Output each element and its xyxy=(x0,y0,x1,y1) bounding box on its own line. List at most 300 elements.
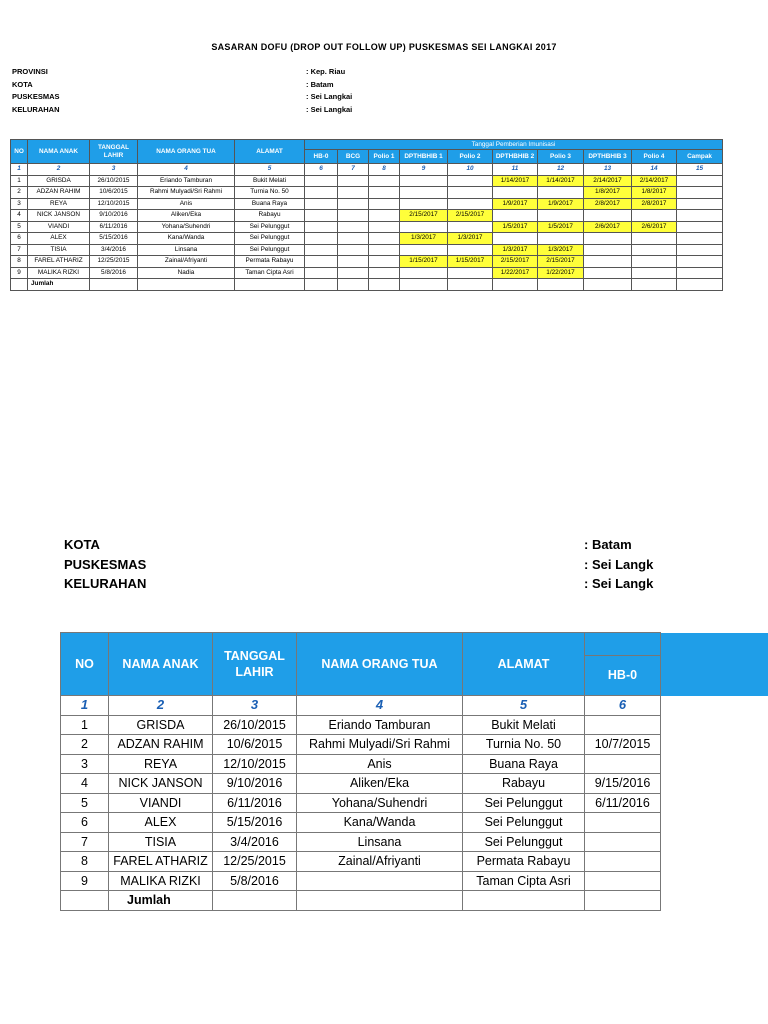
cell-imunisasi xyxy=(305,267,338,279)
cell-nama-anak: ADZAN RAHIM xyxy=(109,735,213,755)
cell-nama-orang-tua: Zainal/Afriyanti xyxy=(138,256,235,268)
cell-fill xyxy=(661,696,768,716)
cell-no: 2 xyxy=(61,735,109,755)
cell-alamat: Bukit Melati xyxy=(463,715,585,735)
zoom-header-blank xyxy=(585,633,661,656)
table-row xyxy=(11,233,723,245)
info-value: : Sei Langkai xyxy=(306,104,353,114)
column-number: 3 xyxy=(213,696,297,716)
cell-alamat: Taman Cipta Asri xyxy=(235,267,305,279)
cell-imunisasi: 1/3/2017 xyxy=(538,244,584,256)
cell-imunisasi xyxy=(369,233,400,245)
cell-nama-anak: REYA xyxy=(109,754,213,774)
cell-tanggal-lahir: 26/10/2015 xyxy=(90,175,138,187)
cell-alamat: Rabayu xyxy=(235,210,305,222)
cell-alamat: Sei Pelunggut xyxy=(463,813,585,833)
cell-imunisasi xyxy=(448,244,493,256)
cell-nama-orang-tua: Aliken/Eka xyxy=(297,774,463,794)
cell-imunisasi xyxy=(305,256,338,268)
cell-tanggal-lahir: 12/25/2015 xyxy=(90,256,138,268)
cell-imunisasi xyxy=(338,233,369,245)
cell-alamat: Sei Pelunggut xyxy=(235,233,305,245)
cell-empty xyxy=(235,279,305,291)
info-value: : Kep. Riau xyxy=(306,67,346,76)
cell-nama-orang-tua: Yohana/Suhendri xyxy=(138,221,235,233)
cell-imunisasi xyxy=(369,187,400,199)
cell-imunisasi xyxy=(338,187,369,199)
cell-imunisasi xyxy=(448,175,493,187)
header-nama-orang-tua: NAMA ORANG TUA xyxy=(138,140,235,164)
cell-no: 1 xyxy=(11,175,28,187)
cell-tanggal-lahir: 5/8/2016 xyxy=(90,267,138,279)
cell-imunisasi: 1/22/2017 xyxy=(493,267,538,279)
cell-nama-anak: ALEX xyxy=(28,233,90,245)
cell-imunisasi xyxy=(400,267,448,279)
cell-tanggal-lahir: 5/8/2016 xyxy=(213,871,297,891)
cell-imunisasi xyxy=(369,198,400,210)
zoom-info-label: KELURAHAN xyxy=(64,576,147,591)
zoom-header-nama-anak: NAMA ANAK xyxy=(109,633,213,696)
header-alamat: ALAMAT xyxy=(235,140,305,164)
immunization-table xyxy=(10,139,723,291)
cell-hb0 xyxy=(585,852,661,872)
header-vaccine: Polio 4 xyxy=(632,150,677,164)
zoom-header-fill xyxy=(661,633,768,696)
cell-empty xyxy=(585,891,661,911)
zoom-header-tanggal-lahir: TANGGAL LAHIR xyxy=(213,633,297,696)
cell-tanggal-lahir: 12/10/2015 xyxy=(90,198,138,210)
header-vaccine: Polio 3 xyxy=(538,150,584,164)
cell-imunisasi: 2/8/2017 xyxy=(584,198,632,210)
cell-hb0 xyxy=(585,715,661,735)
cell-imunisasi: 2/6/2017 xyxy=(632,221,677,233)
cell-tanggal-lahir: 5/15/2016 xyxy=(213,813,297,833)
cell-nama-orang-tua: Anis xyxy=(297,754,463,774)
cell-fill xyxy=(661,774,768,794)
info-label: KELURAHAN xyxy=(12,104,60,114)
column-number: 15 xyxy=(677,164,723,176)
zoom-info-label: KOTA xyxy=(64,537,100,552)
table-row xyxy=(11,187,723,199)
cell-empty xyxy=(213,891,297,911)
cell-imunisasi xyxy=(677,187,723,199)
cell-tanggal-lahir: 9/10/2016 xyxy=(213,774,297,794)
cell-empty xyxy=(677,279,723,291)
cell-empty xyxy=(305,279,338,291)
cell-nama-anak: VIANDI xyxy=(109,793,213,813)
cell-imunisasi: 2/15/2017 xyxy=(538,256,584,268)
header-vaccine: Polio 1 xyxy=(369,150,400,164)
cell-imunisasi xyxy=(677,267,723,279)
zoom-header-no: NO xyxy=(61,633,109,696)
info-value: : Sei Langkai xyxy=(306,92,353,101)
cell-imunisasi xyxy=(448,198,493,210)
cell-imunisasi: 1/3/2017 xyxy=(493,244,538,256)
cell-imunisasi xyxy=(584,233,632,245)
header-vaccine: DPTHBHIB 1 xyxy=(400,150,448,164)
cell-empty xyxy=(493,279,538,291)
cell-nama-anak: ADZAN RAHIM xyxy=(28,187,90,199)
cell-imunisasi xyxy=(677,256,723,268)
cell-no: 8 xyxy=(11,256,28,268)
zoom-header-alamat: ALAMAT xyxy=(463,633,585,696)
column-number-row xyxy=(11,164,723,176)
cell-tanggal-lahir: 6/11/2016 xyxy=(213,793,297,813)
column-number: 4 xyxy=(297,696,463,716)
header-nama-anak: NAMA ANAK xyxy=(28,140,90,164)
cell-nama-anak: TISIA xyxy=(28,244,90,256)
cell-fill xyxy=(661,891,768,911)
zoom-info-value: : Sei Langk xyxy=(584,576,654,591)
cell-no: 5 xyxy=(11,221,28,233)
column-number: 7 xyxy=(338,164,369,176)
zoom-table-row xyxy=(61,754,768,774)
cell-imunisasi xyxy=(632,267,677,279)
cell-empty xyxy=(90,279,138,291)
cell-imunisasi xyxy=(369,256,400,268)
cell-empty xyxy=(632,279,677,291)
cell-nama-orang-tua xyxy=(297,871,463,891)
cell-imunisasi xyxy=(338,221,369,233)
cell-alamat: Turnia No. 50 xyxy=(235,187,305,199)
cell-fill xyxy=(661,871,768,891)
table-row xyxy=(11,221,723,233)
cell-imunisasi xyxy=(584,267,632,279)
cell-tanggal-lahir: 10/6/2015 xyxy=(90,187,138,199)
cell-nama-anak: NICK JANSON xyxy=(28,210,90,222)
cell-empty xyxy=(448,279,493,291)
cell-no: 4 xyxy=(61,774,109,794)
cell-nama-anak: FAREL ATHARIZ xyxy=(109,852,213,872)
cell-imunisasi xyxy=(338,267,369,279)
cell-nama-orang-tua: Rahmi Mulyadi/Sri Rahmi xyxy=(297,735,463,755)
column-number: 1 xyxy=(61,696,109,716)
cell-empty xyxy=(297,891,463,911)
cell-empty xyxy=(584,279,632,291)
cell-nama-anak: REYA xyxy=(28,198,90,210)
cell-no: 6 xyxy=(61,813,109,833)
cell-imunisasi xyxy=(584,256,632,268)
cell-tanggal-lahir: 3/4/2016 xyxy=(90,244,138,256)
column-number: 11 xyxy=(493,164,538,176)
cell-fill xyxy=(661,754,768,774)
info-block xyxy=(12,67,372,117)
column-number: 4 xyxy=(138,164,235,176)
zoomed-table-view xyxy=(60,632,768,912)
zoom-table-row xyxy=(61,715,768,735)
column-number: 12 xyxy=(538,164,584,176)
cell-nama-anak: GRISDA xyxy=(28,175,90,187)
cell-imunisasi: 1/9/2017 xyxy=(538,198,584,210)
cell-empty xyxy=(463,891,585,911)
cell-imunisasi xyxy=(369,244,400,256)
cell-imunisasi xyxy=(493,210,538,222)
cell-nama-orang-tua: Kana/Wanda xyxy=(297,813,463,833)
zoom-info-label: PUSKESMAS xyxy=(64,556,147,572)
cell-empty xyxy=(61,891,109,911)
cell-alamat: Permata Rabayu xyxy=(235,256,305,268)
cell-imunisasi: 2/15/2017 xyxy=(448,210,493,222)
cell-imunisasi: 2/14/2017 xyxy=(632,175,677,187)
cell-nama-orang-tua: Yohana/Suhendri xyxy=(297,793,463,813)
cell-nama-orang-tua: Aliken/Eka xyxy=(138,210,235,222)
cell-imunisasi xyxy=(400,175,448,187)
zoom-table-row xyxy=(61,735,768,755)
cell-imunisasi: 1/3/2017 xyxy=(448,233,493,245)
table-row xyxy=(11,256,723,268)
cell-tanggal-lahir: 12/10/2015 xyxy=(213,754,297,774)
cell-tanggal-lahir: 12/25/2015 xyxy=(213,852,297,872)
header-vaccine: HB-0 xyxy=(305,150,338,164)
cell-imunisasi: 1/14/2017 xyxy=(538,175,584,187)
cell-hb0: 6/11/2016 xyxy=(585,793,661,813)
cell-imunisasi xyxy=(369,175,400,187)
cell-nama-anak: GRISDA xyxy=(109,715,213,735)
info-label: PUSKESMAS xyxy=(12,92,60,101)
cell-imunisasi: 1/8/2017 xyxy=(584,187,632,199)
cell-alamat: Buana Raya xyxy=(463,754,585,774)
page-title: SASARAN DOFU (DROP OUT FOLLOW UP) PUSKESMAS SEI LANGKAI 2017 xyxy=(211,42,557,52)
cell-imunisasi xyxy=(584,210,632,222)
table-row xyxy=(11,210,723,222)
cell-imunisasi xyxy=(632,233,677,245)
column-number: 2 xyxy=(28,164,90,176)
cell-imunisasi xyxy=(400,187,448,199)
cell-fill xyxy=(661,813,768,833)
cell-imunisasi xyxy=(369,221,400,233)
cell-imunisasi xyxy=(538,210,584,222)
cell-imunisasi: 1/14/2017 xyxy=(493,175,538,187)
cell-imunisasi xyxy=(677,210,723,222)
cell-nama-anak: MALIKA RIZKI xyxy=(28,267,90,279)
cell-alamat: Permata Rabayu xyxy=(463,852,585,872)
cell-no: 1 xyxy=(61,715,109,735)
cell-imunisasi xyxy=(677,244,723,256)
cell-alamat: Sei Pelunggut xyxy=(235,221,305,233)
cell-no: 2 xyxy=(11,187,28,199)
cell-imunisasi xyxy=(493,233,538,245)
cell-imunisasi: 1/15/2017 xyxy=(400,256,448,268)
cell-nama-orang-tua: Eriando Tamburan xyxy=(297,715,463,735)
cell-nama-anak: MALIKA RIZKI xyxy=(109,871,213,891)
zoom-column-number-row xyxy=(61,696,768,716)
cell-imunisasi: 1/5/2017 xyxy=(493,221,538,233)
cell-nama-orang-tua: Nadia xyxy=(138,267,235,279)
zoom-table-row xyxy=(61,774,768,794)
cell-nama-anak: NICK JANSON xyxy=(109,774,213,794)
cell-imunisasi xyxy=(632,244,677,256)
cell-imunisasi: 2/8/2017 xyxy=(632,198,677,210)
column-number: 6 xyxy=(585,696,661,716)
column-number: 13 xyxy=(584,164,632,176)
cell-hb0 xyxy=(585,871,661,891)
cell-imunisasi xyxy=(400,198,448,210)
cell-nama-orang-tua: Zainal/Afriyanti xyxy=(297,852,463,872)
cell-tanggal-lahir: 10/6/2015 xyxy=(213,735,297,755)
column-number: 8 xyxy=(369,164,400,176)
cell-imunisasi xyxy=(400,244,448,256)
cell-imunisasi: 2/6/2017 xyxy=(584,221,632,233)
cell-alamat: Sei Pelunggut xyxy=(235,244,305,256)
cell-hb0 xyxy=(585,813,661,833)
cell-alamat: Rabayu xyxy=(463,774,585,794)
jumlah-row xyxy=(11,279,723,291)
cell-alamat: Sei Pelunggut xyxy=(463,832,585,852)
cell-imunisasi xyxy=(538,233,584,245)
table-row xyxy=(11,244,723,256)
column-number: 6 xyxy=(305,164,338,176)
header-tanggal-lahir: TANGGAL LAHIR xyxy=(90,140,138,164)
cell-imunisasi xyxy=(632,256,677,268)
cell-empty xyxy=(338,279,369,291)
cell-imunisasi xyxy=(305,210,338,222)
cell-imunisasi: 1/5/2017 xyxy=(538,221,584,233)
cell-no: 9 xyxy=(61,871,109,891)
zoom-jumlah-row xyxy=(61,891,768,911)
cell-imunisasi xyxy=(305,221,338,233)
cell-imunisasi xyxy=(338,198,369,210)
cell-empty xyxy=(138,279,235,291)
zoom-info-block xyxy=(64,537,664,596)
cell-imunisasi xyxy=(677,175,723,187)
cell-imunisasi xyxy=(400,221,448,233)
cell-imunisasi xyxy=(305,244,338,256)
jumlah-label: Jumlah xyxy=(28,279,90,291)
table-row xyxy=(11,198,723,210)
cell-imunisasi xyxy=(493,187,538,199)
cell-fill xyxy=(661,793,768,813)
cell-imunisasi xyxy=(448,187,493,199)
cell-hb0 xyxy=(585,754,661,774)
cell-nama-anak: ALEX xyxy=(109,813,213,833)
cell-imunisasi: 1/9/2017 xyxy=(493,198,538,210)
column-number: 3 xyxy=(90,164,138,176)
cell-nama-orang-tua: Linsana xyxy=(138,244,235,256)
info-label: PROVINSI xyxy=(12,67,48,76)
cell-alamat: Bukit Melati xyxy=(235,175,305,187)
zoom-table-row xyxy=(61,793,768,813)
cell-imunisasi xyxy=(448,267,493,279)
cell-imunisasi: 1/22/2017 xyxy=(538,267,584,279)
header-vaccine: Campak xyxy=(677,150,723,164)
cell-fill xyxy=(661,715,768,735)
column-number: 5 xyxy=(235,164,305,176)
cell-imunisasi xyxy=(677,233,723,245)
cell-nama-orang-tua: Linsana xyxy=(297,832,463,852)
cell-nama-orang-tua: Rahmi Mulyadi/Sri Rahmi xyxy=(138,187,235,199)
header-vaccine: Polio 2 xyxy=(448,150,493,164)
cell-empty xyxy=(400,279,448,291)
cell-imunisasi xyxy=(338,210,369,222)
cell-imunisasi: 2/15/2017 xyxy=(400,210,448,222)
cell-no: 7 xyxy=(61,832,109,852)
cell-no: 8 xyxy=(61,852,109,872)
zoom-table-row xyxy=(61,813,768,833)
cell-imunisasi xyxy=(305,198,338,210)
cell-hb0: 10/7/2015 xyxy=(585,735,661,755)
cell-imunisasi xyxy=(677,198,723,210)
cell-imunisasi xyxy=(677,221,723,233)
cell-tanggal-lahir: 9/10/2016 xyxy=(90,210,138,222)
cell-tanggal-lahir: 3/4/2016 xyxy=(213,832,297,852)
cell-alamat: Turnia No. 50 xyxy=(463,735,585,755)
table-row xyxy=(11,175,723,187)
cell-no: 6 xyxy=(11,233,28,245)
cell-imunisasi xyxy=(338,175,369,187)
zoom-table-row xyxy=(61,852,768,872)
info-label: KOTA xyxy=(12,79,33,89)
cell-nama-anak: VIANDI xyxy=(28,221,90,233)
jumlah-label: Jumlah xyxy=(109,891,213,911)
cell-nama-orang-tua: Eriando Tamburan xyxy=(138,175,235,187)
header-vaccine: DPTHBHIB 2 xyxy=(493,150,538,164)
cell-alamat: Taman Cipta Asri xyxy=(463,871,585,891)
cell-imunisasi xyxy=(584,244,632,256)
cell-hb0 xyxy=(585,832,661,852)
cell-no: 4 xyxy=(11,210,28,222)
header-imunisasi-group: Tanggal Pemberian Imunisasi xyxy=(305,140,723,150)
zoom-table-row xyxy=(61,871,768,891)
column-number: 5 xyxy=(463,696,585,716)
cell-imunisasi xyxy=(338,244,369,256)
cell-no: 9 xyxy=(11,267,28,279)
cell-imunisasi xyxy=(369,267,400,279)
cell-tanggal-lahir: 5/15/2016 xyxy=(90,233,138,245)
cell-imunisasi xyxy=(305,187,338,199)
header-vaccine: BCG xyxy=(338,150,369,164)
cell-no: 5 xyxy=(61,793,109,813)
cell-imunisasi xyxy=(448,221,493,233)
cell-nama-orang-tua: Anis xyxy=(138,198,235,210)
table-row xyxy=(11,267,723,279)
zoom-header-hb0: HB-0 xyxy=(585,656,661,696)
info-value: : Batam xyxy=(306,79,334,89)
cell-nama-orang-tua: Kana/Wanda xyxy=(138,233,235,245)
cell-no: 3 xyxy=(11,198,28,210)
header-no: NO xyxy=(11,140,28,164)
cell-imunisasi xyxy=(305,175,338,187)
cell-fill xyxy=(661,735,768,755)
cell-fill xyxy=(661,832,768,852)
column-number: 9 xyxy=(400,164,448,176)
cell-imunisasi: 1/15/2017 xyxy=(448,256,493,268)
zoom-table-row xyxy=(61,832,768,852)
zoomed-immunization-table xyxy=(60,632,768,911)
cell-nama-anak: FAREL ATHARIZ xyxy=(28,256,90,268)
cell-alamat: Buana Raya xyxy=(235,198,305,210)
cell-imunisasi: 1/3/2017 xyxy=(400,233,448,245)
cell-empty xyxy=(538,279,584,291)
column-number: 10 xyxy=(448,164,493,176)
cell-tanggal-lahir: 26/10/2015 xyxy=(213,715,297,735)
cell-nama-anak: TISIA xyxy=(109,832,213,852)
cell-empty xyxy=(11,279,28,291)
cell-imunisasi xyxy=(632,210,677,222)
cell-hb0: 9/15/2016 xyxy=(585,774,661,794)
cell-no: 3 xyxy=(61,754,109,774)
cell-imunisasi xyxy=(338,256,369,268)
cell-fill xyxy=(661,852,768,872)
cell-imunisasi xyxy=(305,233,338,245)
cell-imunisasi xyxy=(369,210,400,222)
cell-alamat: Sei Pelunggut xyxy=(463,793,585,813)
cell-imunisasi: 2/14/2017 xyxy=(584,175,632,187)
cell-no: 7 xyxy=(11,244,28,256)
zoom-info-value: : Sei Langk xyxy=(584,556,654,572)
column-number: 1 xyxy=(11,164,28,176)
column-number: 14 xyxy=(632,164,677,176)
cell-empty xyxy=(369,279,400,291)
